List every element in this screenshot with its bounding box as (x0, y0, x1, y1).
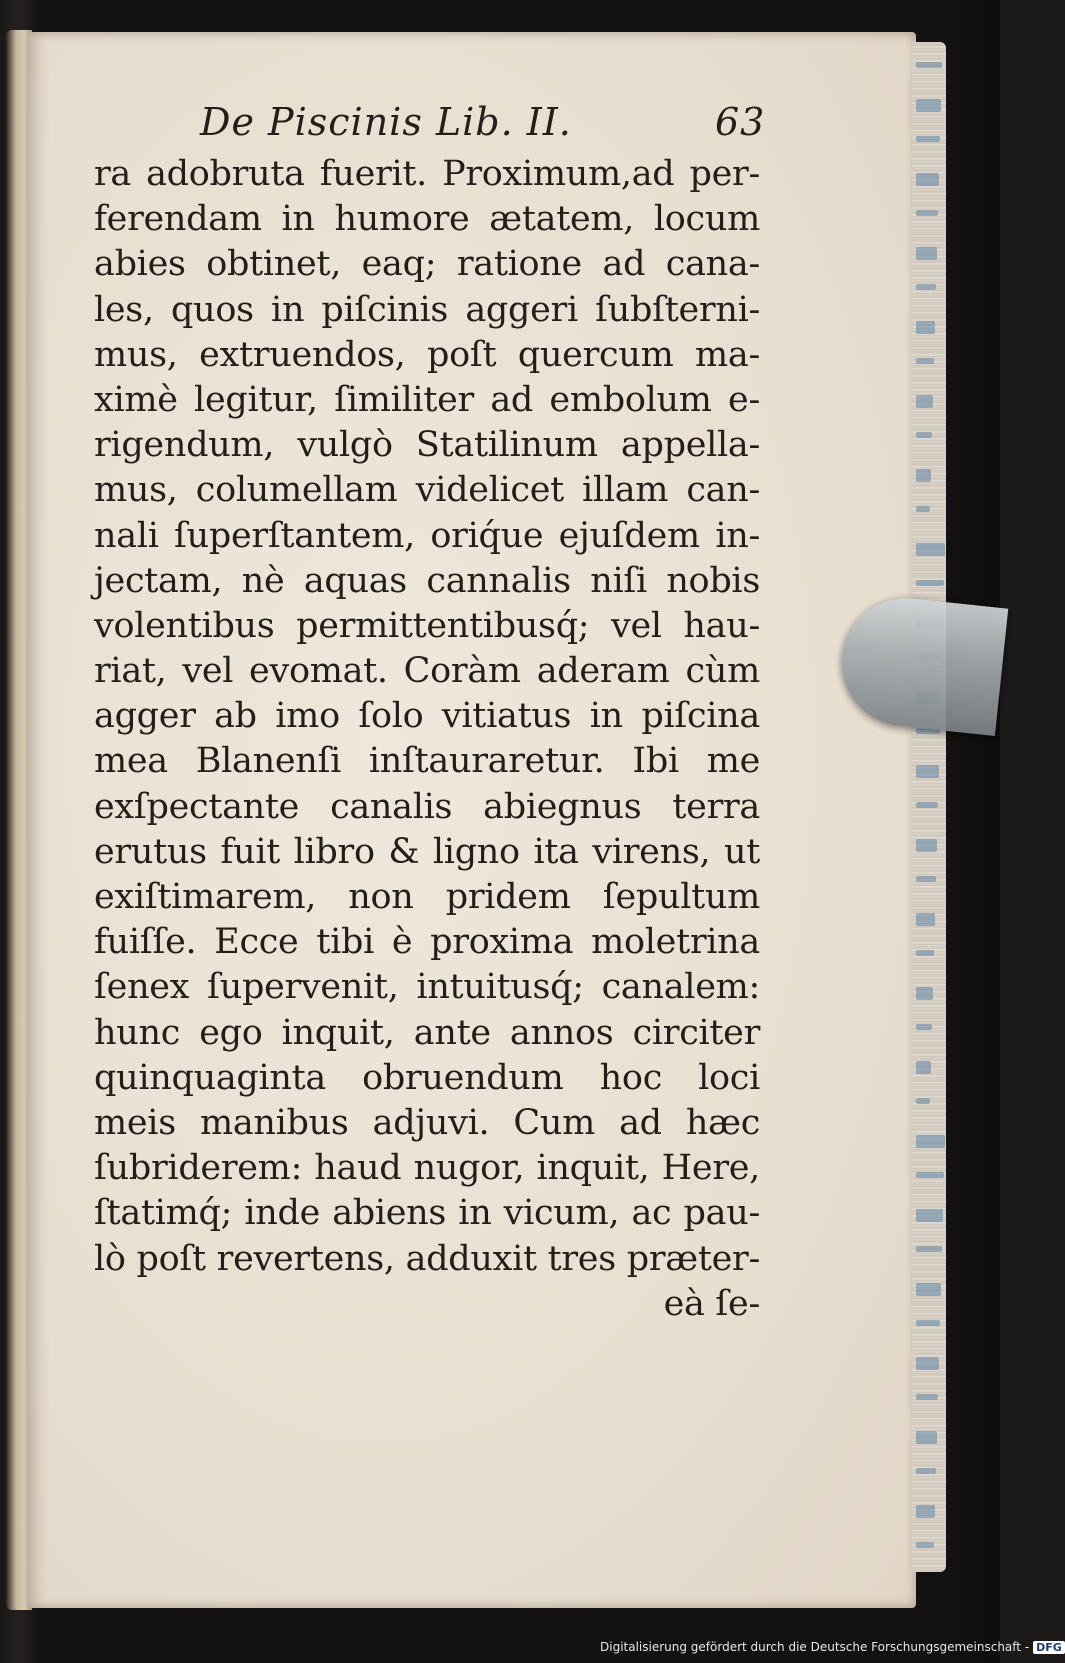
text-line: eà ſe- (663, 1283, 760, 1324)
edge-mark (916, 913, 935, 926)
text-line: jectam, nè aquas cannalis niſi nobis (94, 560, 760, 601)
edge-mark (916, 802, 938, 808)
text-line: fuiſſe. Ecce tibi è proxima moletrina (94, 922, 760, 963)
edge-mark (916, 358, 934, 364)
edge-mark (916, 1172, 944, 1178)
edge-mark (916, 1505, 935, 1518)
edge-mark (916, 1098, 930, 1104)
text-line: les, quos in piſcinis aggeri ſubſterni- (94, 289, 760, 330)
edge-mark (916, 1542, 934, 1548)
text-line: lò poſt revertens, adduxit tres præter- (94, 1238, 760, 1279)
edge-mark (916, 950, 934, 956)
edge-mark (916, 1468, 936, 1474)
text-line: hunc ego inquit, ante annos circiter (94, 1012, 760, 1053)
text-line: ximè legitur, ſimiliter ad embolum e- (94, 379, 760, 420)
edge-mark (916, 247, 937, 260)
edge-mark (916, 136, 940, 142)
credit-text: Digitalisierung gefördert durch die Deutsche Forschungsgemeinschaft - (600, 1640, 1030, 1654)
text-line: ra adobruta fuerit. Proximum,ad per- (94, 154, 760, 194)
edge-mark (916, 210, 938, 216)
text-line: abies obtinet, eaq; ratione ad cana- (94, 244, 760, 285)
edge-mark (916, 1320, 940, 1326)
text-line: riat, vel evomat. Coràm aderam cùm (94, 651, 760, 692)
edge-mark (916, 1209, 943, 1222)
page-fore-edge (912, 42, 946, 1572)
text-line: ſenex ſupervenit, intuitusq́; canalem: (94, 967, 760, 1008)
text-line: exiſtimarem, non pridem ſepultum (94, 877, 760, 917)
text-line: ſubriderem: haud nugor, inquit, Here, (94, 1148, 760, 1189)
edge-mark (916, 395, 933, 408)
edge-mark (916, 1357, 939, 1370)
edge-mark (916, 506, 930, 512)
edge-mark (916, 987, 933, 1000)
text-line: nali ſuperſtantem, oriq́ue ejuſdem in- (94, 515, 760, 556)
text-line: volentibus permittentibusq́; vel hau- (94, 605, 760, 646)
edge-mark (916, 543, 945, 556)
text-line: rigendum, vulgò Statilinum appella- (94, 425, 760, 466)
edge-mark (916, 1246, 942, 1252)
edge-mark (916, 1135, 945, 1148)
edge-mark (916, 1061, 931, 1074)
edge-mark (916, 432, 932, 438)
body-text (94, 152, 760, 1327)
text-line: ſtatimq́; inde abiens in vicum, ac pau- (94, 1193, 760, 1234)
edge-mark (916, 765, 939, 778)
edge-mark (916, 284, 936, 290)
edge-mark (916, 1024, 932, 1030)
text-line: mus, columellam videlicet illam can- (94, 470, 760, 511)
running-header (200, 100, 766, 152)
text-line: exſpectante canalis abiegnus terra (94, 786, 760, 827)
edge-mark (916, 62, 942, 68)
edge-mark (916, 580, 944, 586)
edge-mark (916, 321, 935, 334)
edge-mark (916, 876, 936, 882)
edge-mark (916, 1431, 937, 1444)
text-line: quinquaginta obruendum hoc loci (94, 1057, 760, 1098)
edge-mark (916, 1394, 938, 1400)
text-line: mea Blanenſi inſtauraretur. Ibi me (94, 741, 760, 782)
text-line: meis manibus adjuvi. Cum ad hæc (94, 1102, 760, 1143)
dfg-logo: DFG (1033, 1641, 1065, 1654)
edge-mark (916, 1283, 941, 1296)
text-line: erutus fuit libro & ligno ita virens, ut (94, 831, 760, 872)
running-title: De Piscinis Lib. II. (200, 100, 572, 144)
edge-mark (916, 99, 941, 112)
text-line: mus, extruendos, poſt quercum ma- (94, 334, 760, 375)
digitization-credit (600, 1640, 1062, 1660)
edge-mark (916, 469, 931, 482)
text-line: agger ab imo ſolo vitiatus in piſcina (94, 696, 760, 737)
edge-mark (916, 173, 939, 186)
text-line: ferendam in humore ætatem, locum (94, 199, 760, 240)
page-number: 63 (715, 100, 766, 144)
edge-mark (916, 839, 937, 852)
